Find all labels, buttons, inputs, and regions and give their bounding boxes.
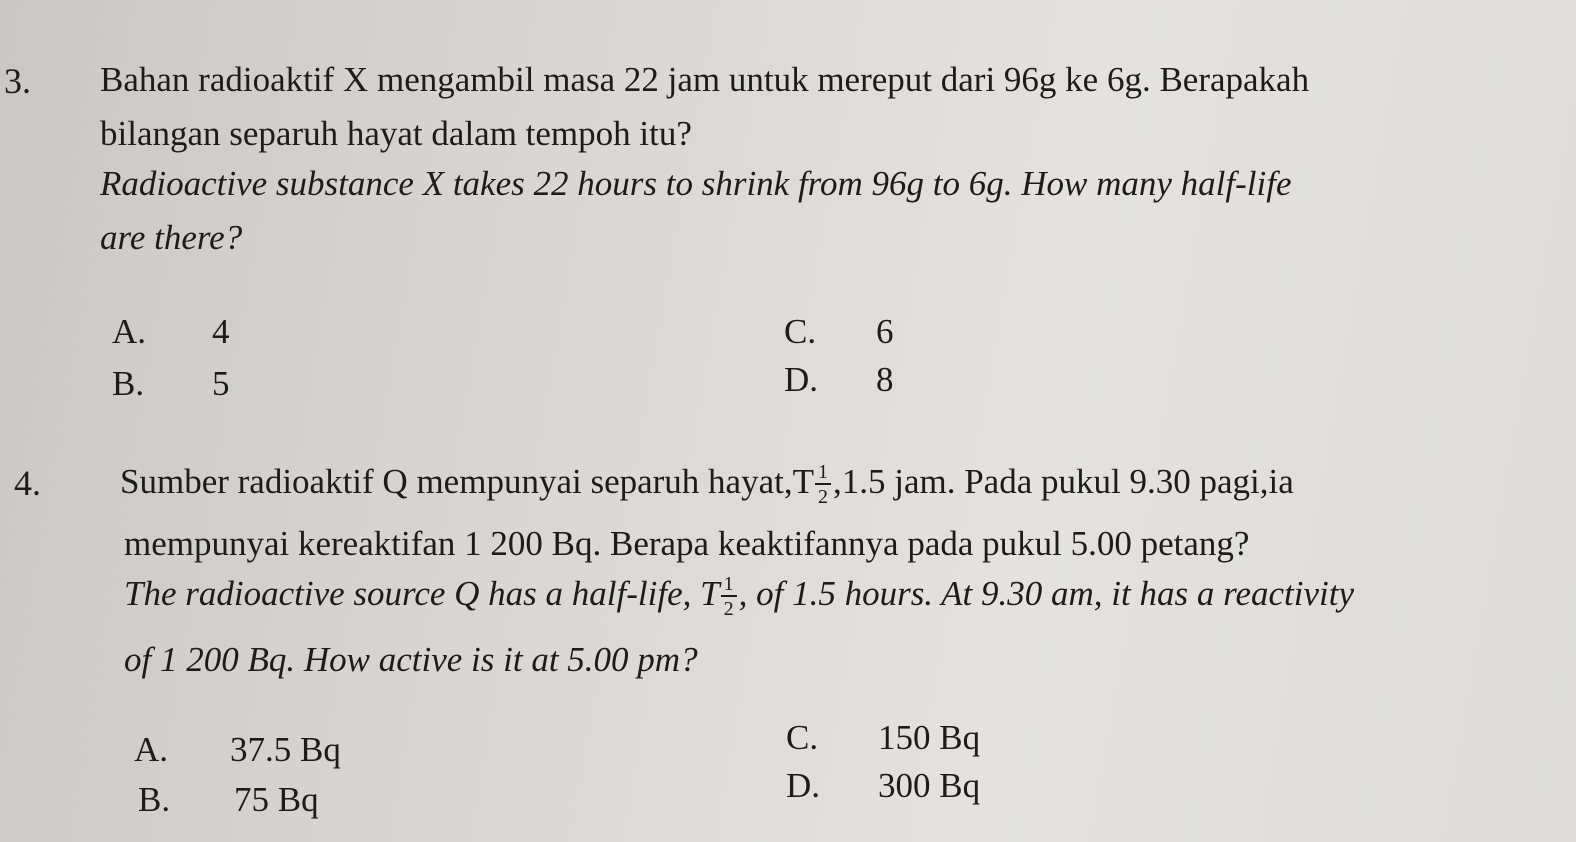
option-value: 5 <box>212 364 230 403</box>
question-4-malay-line-1 <box>120 462 1294 507</box>
half-fraction <box>721 574 737 619</box>
question-3-option-a[interactable] <box>112 312 230 352</box>
question-4-english-line-2: of 1 200 Bq. How active is it at 5.00 pm? <box>124 640 698 679</box>
question-3-malay-line-2: bilangan separuh hayat dalam tempoh itu? <box>100 114 692 153</box>
option-value: 4 <box>212 312 230 351</box>
option-value: 75 Bq <box>234 780 319 819</box>
option-label: D. <box>786 766 821 805</box>
option-value: 6 <box>876 312 894 351</box>
question-4-number: 4. <box>14 463 41 503</box>
fraction-numerator: 1 <box>721 574 737 597</box>
option-label: C. <box>784 312 817 351</box>
english-line-1-end: , of 1.5 hours. At 9.30 am, it has a reactivity <box>738 574 1354 613</box>
option-value: 300 Bq <box>878 766 981 805</box>
option-label: A. <box>112 312 147 351</box>
question-3-number: 3. <box>4 61 31 101</box>
option-value: 8 <box>876 360 894 399</box>
question-4-option-d[interactable] <box>786 766 980 806</box>
question-4-english-line-1 <box>124 574 1354 619</box>
option-label: D. <box>784 360 819 399</box>
option-label: A. <box>134 730 169 769</box>
half-life-symbol: T <box>700 574 720 613</box>
option-value: 150 Bq <box>878 718 981 757</box>
malay-line-1-start: Sumber radioaktif Q mempunyai separuh hayat, <box>120 462 793 501</box>
question-4-option-a[interactable] <box>134 730 341 770</box>
question-3-option-d[interactable] <box>784 360 894 400</box>
english-line-1-start: The radioactive source Q has a half-life, <box>124 574 692 613</box>
question-3-english-line-1: Radioactive substance X takes 22 hours to shrink from 96g to 6g. How many half-life <box>100 164 1292 203</box>
malay-line-1-end: ,1.5 jam. Pada pukul 9.30 pagi,ia <box>832 462 1294 501</box>
question-4-option-c[interactable] <box>786 718 980 758</box>
option-value: 37.5 Bq <box>230 730 341 769</box>
question-4-malay-line-2: mempunyai kereaktifan 1 200 Bq. Berapa keaktifannya pada pukul 5.00 petang? <box>124 524 1250 563</box>
question-3-english-line-2: are there? <box>100 218 243 257</box>
question-3-option-b[interactable] <box>112 364 230 404</box>
fraction-denominator: 2 <box>723 598 734 621</box>
question-4-option-b[interactable] <box>138 780 319 820</box>
option-label: C. <box>786 718 819 757</box>
option-label: B. <box>138 780 171 819</box>
half-life-symbol: T <box>792 462 814 501</box>
fraction-numerator: 1 <box>815 462 831 485</box>
question-3-option-c[interactable] <box>784 312 894 352</box>
half-fraction <box>815 462 831 507</box>
option-label: B. <box>112 364 145 403</box>
fraction-denominator: 2 <box>817 486 828 509</box>
question-3-malay-line-1: Bahan radioaktif X mengambil masa 22 jam untuk mereput dari 96g ke 6g. Berapakah <box>100 60 1310 99</box>
